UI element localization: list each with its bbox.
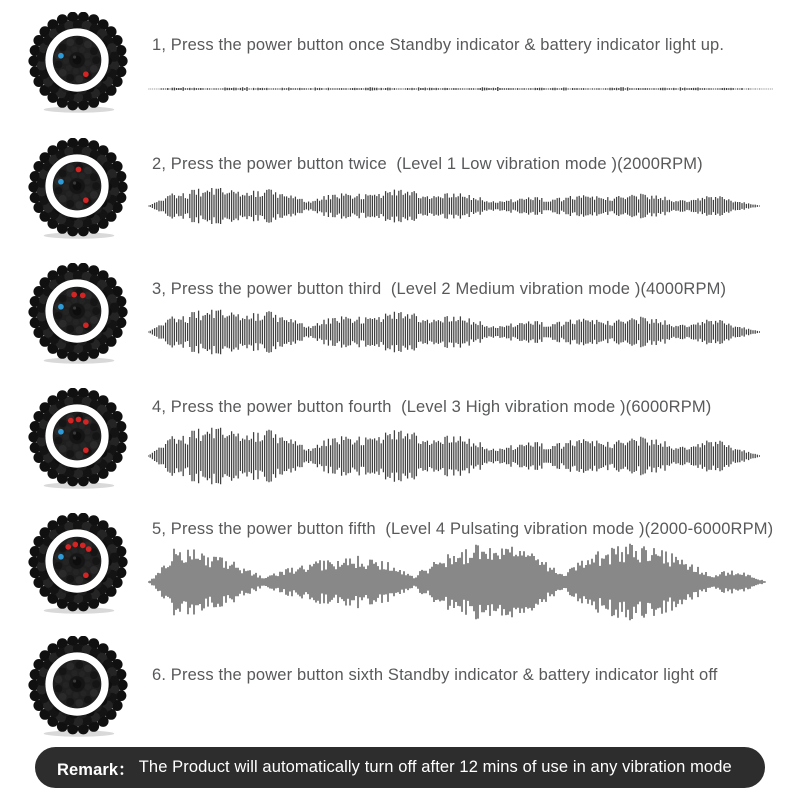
battery-indicator-led [58, 429, 64, 435]
step-text: 5, Press the power button fifth (Level 4 Pulsating vibration mode )(2000-6000RPM) [152, 520, 774, 538]
massage-ball-graphic [28, 636, 130, 738]
massage-ball-graphic [28, 263, 130, 365]
step-text: 1, Press the power button once Standby indicator & battery indicator light up. [152, 36, 725, 54]
level-indicator-led [80, 543, 86, 549]
waveform-container [148, 177, 760, 240]
level-indicator-led [76, 167, 82, 173]
massage-ball-graphic [28, 388, 130, 490]
step-text: 6. Press the power button sixth Standby indicator & battery indicator light off [152, 666, 718, 684]
massage-ball-image [28, 12, 130, 114]
remark-label: Remark： [57, 760, 135, 779]
waveform-container [148, 76, 773, 107]
waveform-container [148, 414, 760, 503]
vibration-waveform [148, 299, 760, 365]
step-text: 3, Press the power button third (Level 2 Medium vibration mode )(4000RPM) [152, 280, 727, 298]
massage-ball-graphic [28, 12, 130, 114]
massage-ball-image [28, 636, 130, 738]
battery-indicator-led [58, 304, 64, 310]
standby-indicator-led [83, 322, 89, 328]
level-indicator-led [65, 544, 71, 550]
battery-indicator-led [58, 53, 64, 59]
remark-text: The Product will automatically turn off after 12 mins of use in any vibration mode [138, 758, 732, 776]
massage-ball-image [28, 263, 130, 365]
vibration-waveform [148, 177, 760, 235]
step-text: 2, Press the power button twice (Level 1 Low vibration mode )(2000RPM) [152, 155, 703, 173]
level-indicator-led [68, 418, 74, 424]
waveform-container [148, 299, 760, 370]
level-indicator-led [76, 417, 82, 423]
massage-ball-image [28, 388, 130, 490]
battery-indicator-led [58, 554, 64, 560]
massage-ball-image [28, 138, 130, 240]
standby-indicator-led [83, 71, 89, 77]
standby-indicator-led [83, 447, 89, 453]
waveform-container [148, 534, 766, 635]
step-text: 4, Press the power button fourth (Level 3 High vibration mode )(6000RPM) [152, 398, 712, 416]
level-indicator-led [72, 542, 78, 548]
massage-ball-image [28, 513, 130, 615]
vibration-waveform [148, 414, 760, 498]
level-indicator-led [86, 546, 92, 552]
level-indicator-led [83, 419, 89, 425]
massage-ball-graphic [28, 513, 130, 615]
remark-bar [35, 747, 765, 788]
level-indicator-led [80, 293, 86, 299]
level-indicator-led [71, 292, 77, 298]
vibration-waveform [148, 76, 773, 102]
standby-indicator-led [83, 197, 89, 203]
massage-ball-graphic [28, 138, 130, 240]
vibration-waveform [148, 534, 766, 630]
battery-indicator-led [58, 179, 64, 185]
standby-indicator-led [83, 572, 89, 578]
